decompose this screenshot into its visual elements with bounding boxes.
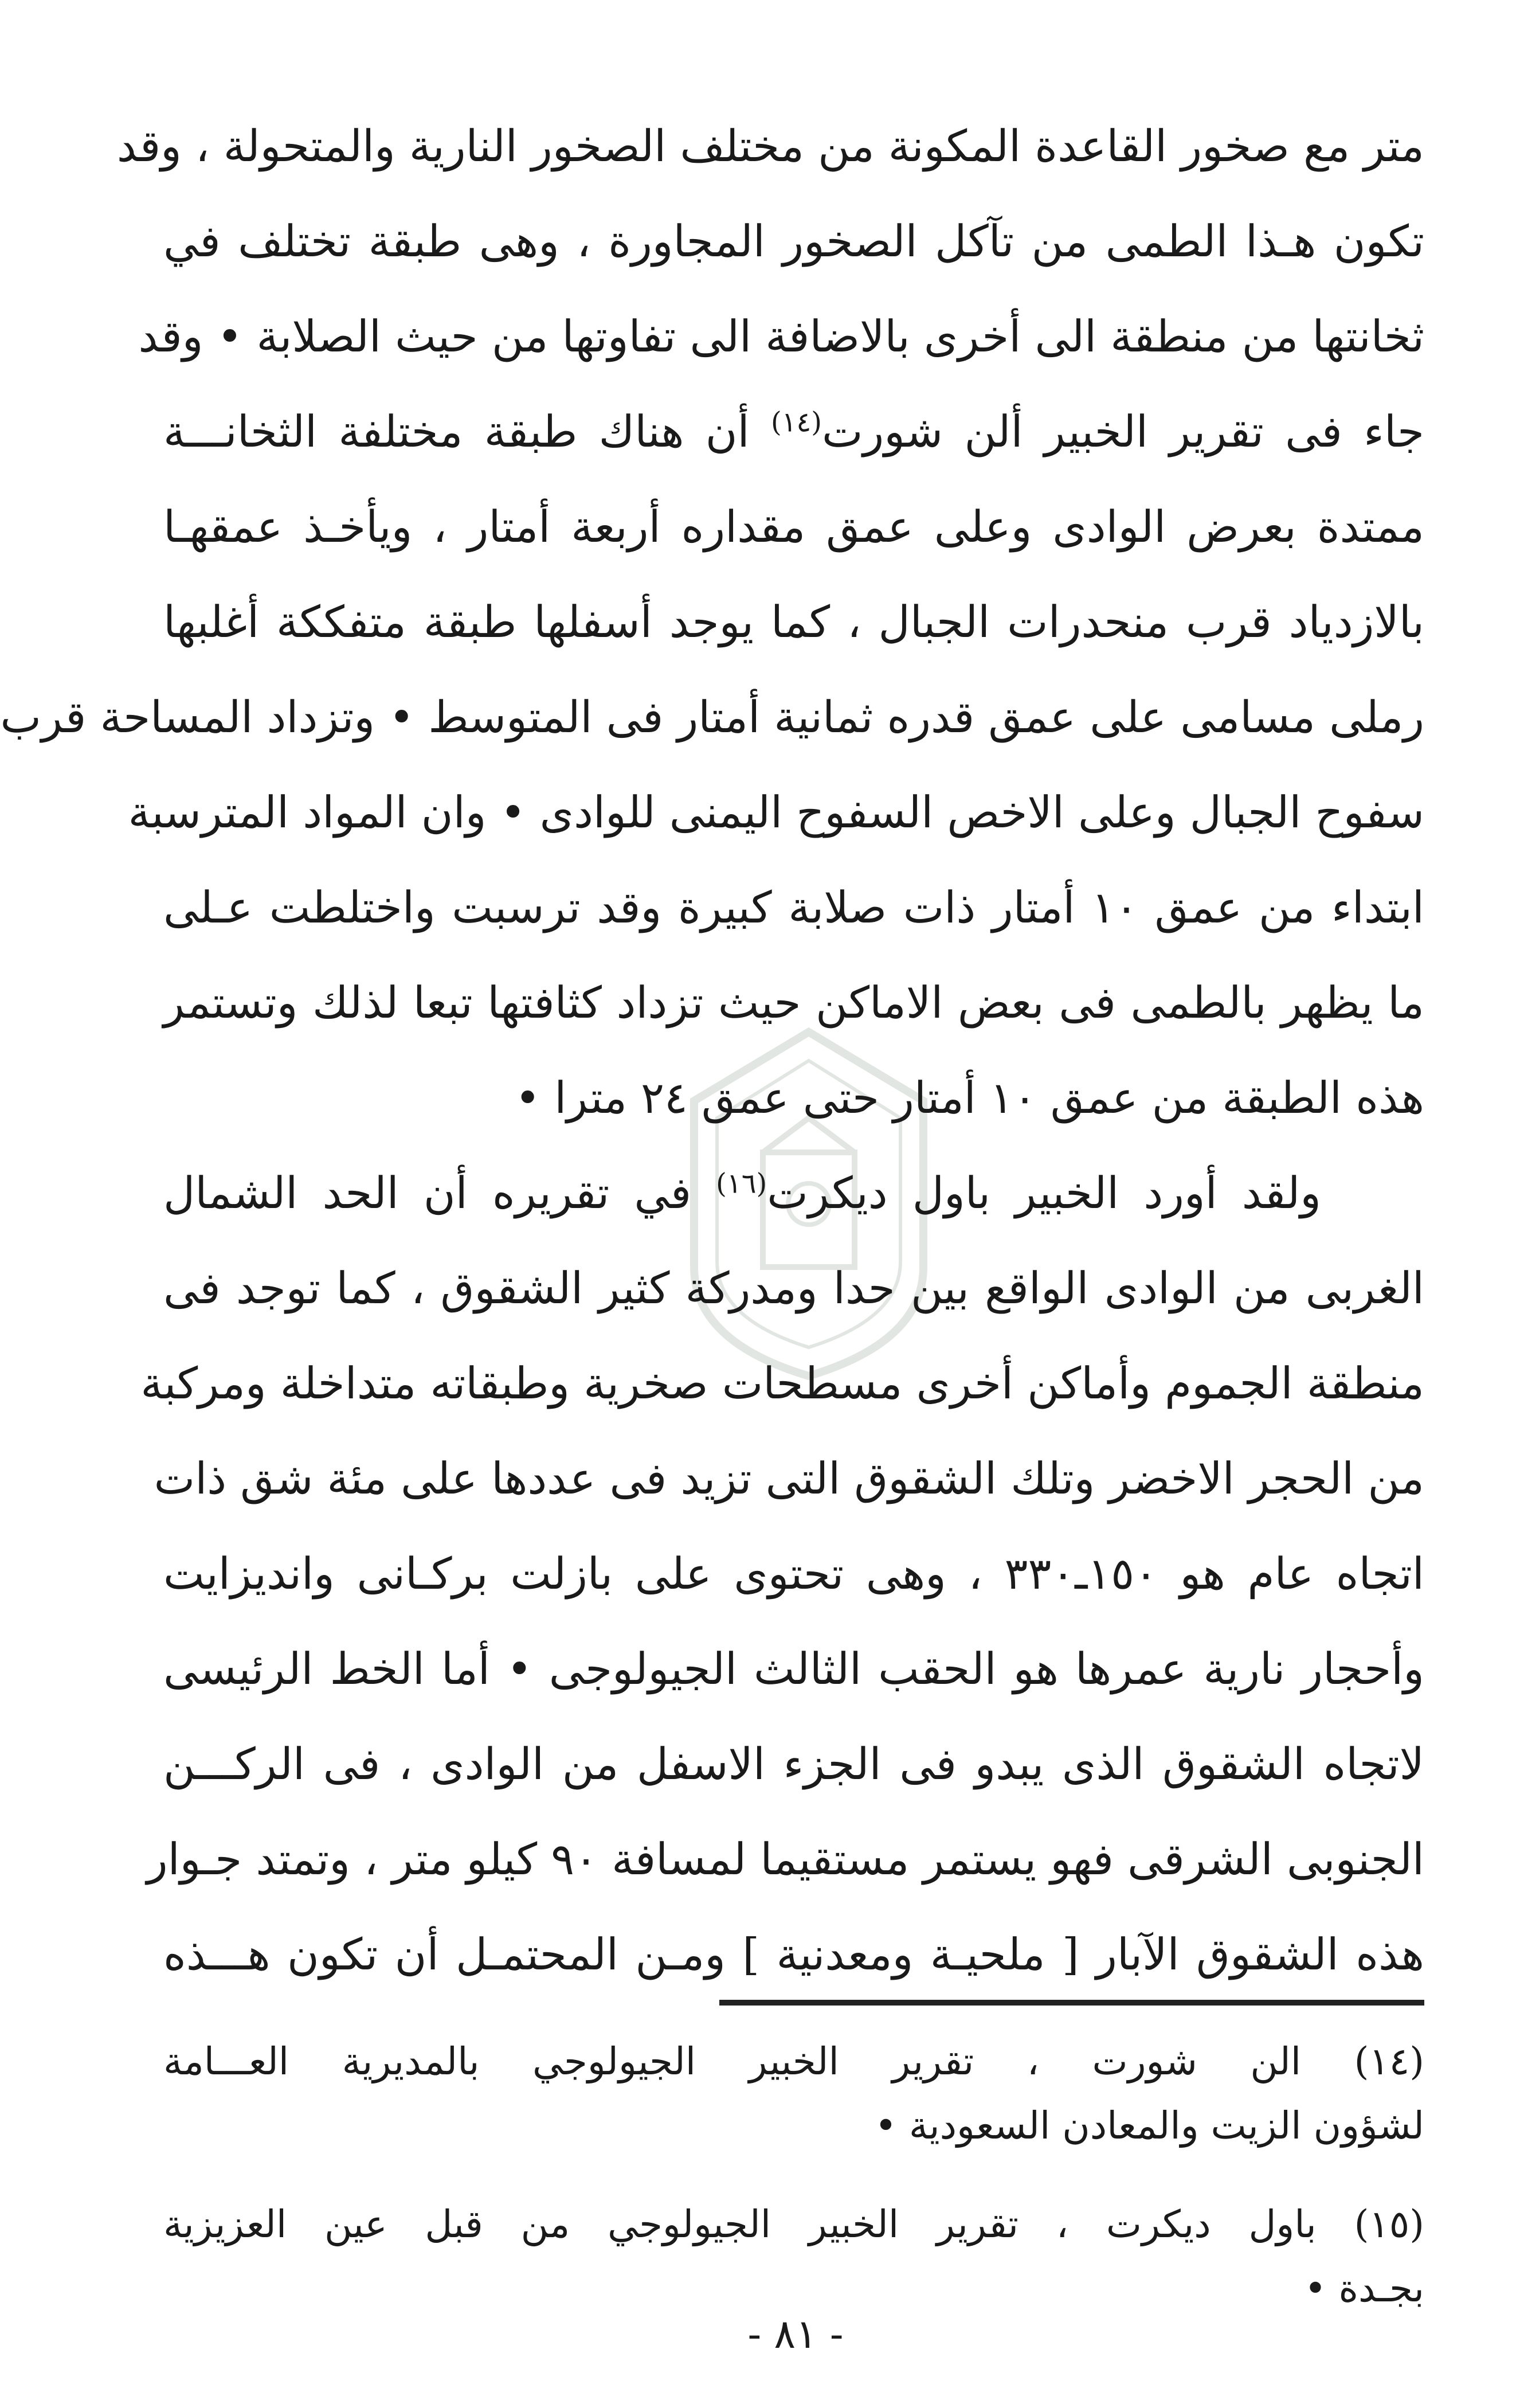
footnote-separator-rule <box>719 2000 1424 2006</box>
body-line: الجنوبى الشرقى فهو يستمر مستقيما لمسافة ٩٠ كيلو متر ، وتمتد جـوار <box>146 1834 1424 1885</box>
body-line: رملى مسامى على عمق قدره ثمانية أمتار فى المتوسط • وتزداد المساحة قرب <box>0 691 1424 742</box>
footnote-15-line: بجـدة • <box>1304 2266 1424 2311</box>
body-line: لاتجاه الشقوق الذى يبدو فى الجزء الاسفل من الوادى ، فى الركـــن <box>163 1738 1424 1789</box>
body-line-with-footnote-ref <box>163 384 1424 479</box>
body-line: ممتدة بعرض الوادى وعلى عمق مقداره أربعة أمتار ، ويأخـذ عمقهـا <box>163 501 1424 552</box>
body-line: اتجاه عام هو ١٥٠ـ٣٣٠ ، وهى تحتوى على بازلت بركـانى واندیزایت <box>163 1548 1424 1599</box>
footnote-15-line: (١٥) باول ديكرت ، تقرير الخبير الجيولوجي من قبل عين العزيزية <box>163 2202 1424 2246</box>
body-line: هذه الشقوق الآبار [ ملحيـة ومعدنية ] ومـن المحتمـل أن تكون هـــذه <box>163 1929 1424 1980</box>
page-number: - ٨١ - <box>747 2311 844 2358</box>
body-line-end: أن هناك طبقة مختلفة الثخانـــة <box>163 406 750 457</box>
body-line: الغربى من الوادى الواقع بين حدا ومدركة كثير الشقوق ، كما توجد فى <box>163 1262 1424 1314</box>
body-line-end: في تقريره أن الحد الشمال <box>163 1167 692 1218</box>
footnote-14-line: (١٤) الن شورت ، تقرير الخبير الجيولوجي بالمديرية العـــامة <box>163 2039 1424 2083</box>
body-line: تكون هـذا الطمى من تآكل الصخور المجاورة ، وهى طبقة تختلف في <box>163 216 1424 267</box>
body-line-start: جاء فى تقرير الخبير ألن شورت <box>821 406 1425 457</box>
body-line: وأحجار نارية عمرها هو الحقب الثالث الجيولوجى • أما الخط الرئيسى <box>163 1643 1424 1694</box>
footnote-14-line: لشؤون الزيت والمعادن السعودية • <box>875 2104 1424 2148</box>
body-line: من الحجر الاخضر وتلك الشقوق التى تزيد فى عددها على مئة شق ذات <box>154 1453 1424 1504</box>
body-line: متر مع صخور القاعدة المكونة من مختلف الصخور النارية والمتحولة ، وقد <box>116 120 1424 171</box>
main-body-text <box>0 99 1425 2002</box>
body-line: منطقة الجموم وأماكن أخرى مسطحات صخرية وطبقاته متداخلة ومركبة <box>140 1358 1424 1409</box>
body-line: بالازدياد قرب منحدرات الجبال ، كما يوجد أسفلها طبقة متفككة أغلبها <box>163 596 1425 647</box>
footnote-ref-16: (١٦) <box>716 1167 767 1200</box>
body-line: ثخانتها من منطقة الى أخرى بالاضافة الى تفاوتها من حيث الصلابة • وقد <box>138 311 1424 362</box>
footnotes-section <box>163 2030 1424 2321</box>
footnote-ref-14: (١٤) <box>770 406 822 439</box>
body-line: سفوح الجبال وعلى الاخص السفوح اليمنى للوادى • وان المواد المترسبة <box>128 787 1424 838</box>
body-line: ابتداء من عمق ١٠ أمتار ذات صلابة كبيرة وقد ترسبت واختلطت عـلى <box>163 882 1424 933</box>
body-line-start: ولقد أورد الخبير باول ديكرت <box>767 1167 1321 1218</box>
body-line: ما يظهر بالطمى فى بعض الاماكن حيث تزداد كثافتها تبعا لذلك وتستمر <box>163 977 1424 1028</box>
body-line-with-footnote-ref <box>163 1146 1424 1241</box>
body-line-paragraph-end: هذه الطبقة من عمق ١٠ أمتار حتى عمق ٢٤ مترا • <box>515 1072 1424 1123</box>
